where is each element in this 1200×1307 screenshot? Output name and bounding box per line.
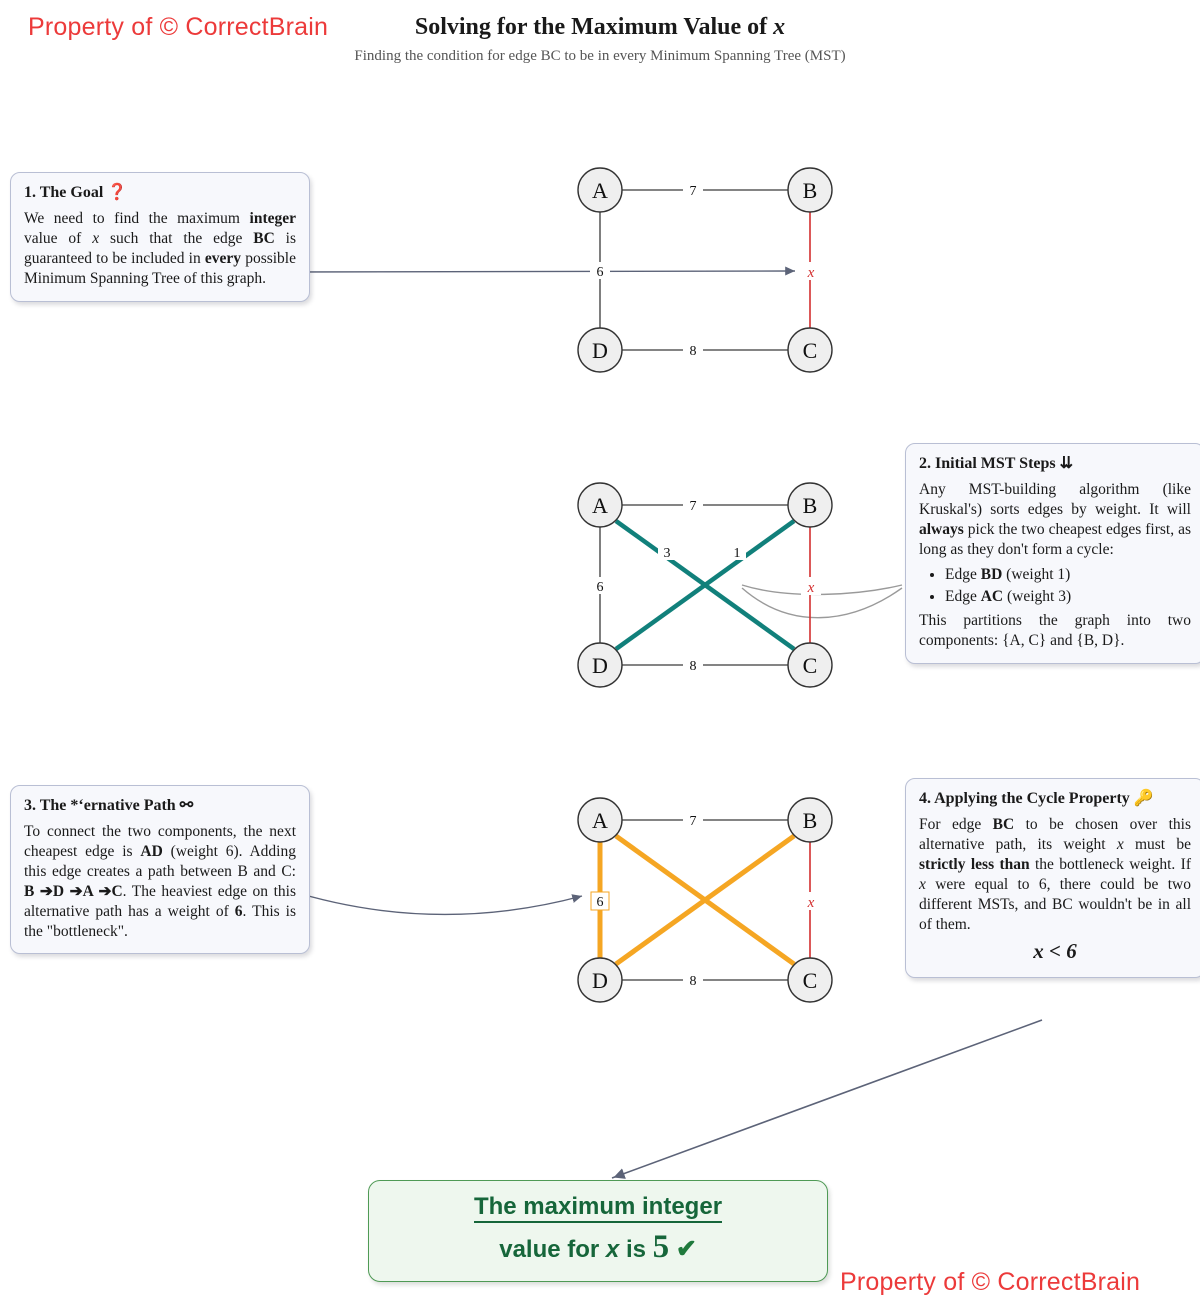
node-label-C: C xyxy=(802,968,818,993)
node-label-B: B xyxy=(802,178,818,203)
graph-2 xyxy=(540,465,870,705)
callout-altpath-body: To connect the two components, the next cheapest edge is AD (weight 6). Adding this edge creates a path between B and C: B ➔D ➔A ➔C. The heaviest edge on this alternative path has a weight of 6. This is the "bottleneck". xyxy=(24,823,296,940)
connector-altpath xyxy=(288,890,582,914)
edge-label-A-B: 7 xyxy=(689,184,697,199)
node-label-D: D xyxy=(592,338,608,363)
callout-alternative-path xyxy=(10,785,310,954)
page-subtitle: Finding the condition for edge BC to be in every Minimum Spanning Tree (MST) xyxy=(354,48,846,64)
callout-cycle-equation: x < 6 xyxy=(1033,939,1077,964)
callout-initial-mst-steps xyxy=(905,443,1200,664)
node-label-A: A xyxy=(592,178,608,203)
path-icon: ⚯ xyxy=(179,797,194,814)
node-label-D: D xyxy=(592,968,608,993)
graph-1 xyxy=(540,150,870,390)
answer-line-2-mid: is xyxy=(619,1236,653,1264)
graph-3 xyxy=(540,780,870,1020)
callout-cycle-body: For edge BC to be chosen over this alternative path, its weight x must be strictly less than the bottleneck weight. If x were equal to 6, there could be two different MSTs, and BC wouldn't be in all of them. xyxy=(919,816,1191,933)
callout-mst-bullets xyxy=(919,565,1191,607)
page-title-text: Solving for the Maximum Value of xyxy=(414,14,774,40)
callout-mst-heading xyxy=(919,454,1191,474)
page-title-variable: x xyxy=(773,14,786,40)
watermark-top: Property of © CorrectBrain xyxy=(28,13,329,41)
node-label-C: C xyxy=(802,653,818,678)
callout-altpath-heading xyxy=(24,796,296,816)
callout-goal xyxy=(10,172,310,302)
list-item: • Edge AC (weight 3) xyxy=(945,587,1191,607)
callout-goal-body: We need to find the maximum integer value of x such that the edge BC is guaranteed to be included in every possible Minimum Spanning Tree of this graph. xyxy=(24,210,296,287)
callout-mst-heading-text: 2. Initial MST Steps xyxy=(919,455,1056,472)
edge-label-A-D: 6 xyxy=(596,265,604,280)
edge-label-D-C: 8 xyxy=(689,344,697,359)
watermark-bottom: Property of © CorrectBrain xyxy=(840,1268,1141,1296)
callout-cycle-heading xyxy=(919,789,1191,809)
edge-label-A-B: 7 xyxy=(689,814,697,829)
answer-box xyxy=(368,1180,828,1282)
callout-mst-body-2: This partitions the graph into two components: {A, C} and {B, D}. xyxy=(919,612,1191,650)
connector-conclusion xyxy=(612,1020,1042,1178)
sort-descending-icon: ⇊ xyxy=(1059,455,1074,472)
edge-label-A-B: 7 xyxy=(689,499,697,514)
edge-label-A-D: 6 xyxy=(596,580,604,595)
question-mark-icon: ❓ xyxy=(107,184,128,201)
node-label-A: A xyxy=(592,808,608,833)
node-label-B: B xyxy=(802,808,818,833)
answer-line-1: The maximum integer xyxy=(474,1193,722,1223)
list-item: • Edge BD (weight 1) xyxy=(945,565,1191,585)
callout-altpath-heading-text: 3. The *‘ernative Path xyxy=(24,797,176,814)
answer-value: 5 xyxy=(652,1229,670,1266)
check-circle-icon: ✔ xyxy=(675,1235,697,1264)
answer-text xyxy=(474,1190,722,1273)
edge-label-B-C: x xyxy=(807,580,815,596)
edge-label-B-D: 1 xyxy=(733,546,741,561)
edge-label-A-D: 6 xyxy=(596,895,604,910)
edge-label-B-C: x xyxy=(807,895,815,911)
answer-variable: x xyxy=(605,1236,620,1264)
node-label-C: C xyxy=(802,338,818,363)
callout-cycle-heading-text: 4. Applying the Cycle Property xyxy=(919,790,1130,807)
callout-mst-body: Any MST-building algorithm (like Kruskal's) sorts edges by weight. It will always pick the two cheapest edges first, as long as they don't form a cycle: xyxy=(919,481,1191,558)
node-label-D: D xyxy=(592,653,608,678)
callout-goal-heading-text: 1. The Goal xyxy=(24,184,104,201)
edge-label-B-C: x xyxy=(807,265,815,281)
callout-cycle-property xyxy=(905,778,1200,978)
edge-label-A-C: 3 xyxy=(663,546,671,561)
edge-label-D-C: 8 xyxy=(689,974,697,989)
key-icon: 🔑 xyxy=(1133,790,1154,807)
node-label-B: B xyxy=(802,493,818,518)
answer-line-2-pre: value for xyxy=(499,1236,606,1264)
page-title xyxy=(0,14,1200,41)
node-label-A: A xyxy=(592,493,608,518)
callout-goal-heading xyxy=(24,183,296,203)
edge-label-D-C: 8 xyxy=(689,659,697,674)
